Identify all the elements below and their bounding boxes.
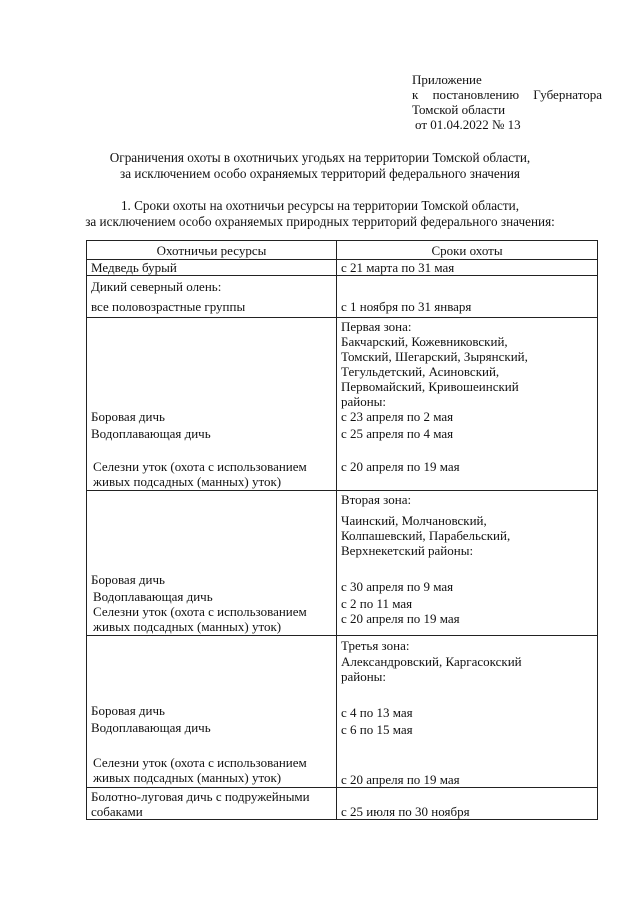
reindeer-resource: Дикий северный олень: [91, 279, 222, 294]
appendix-resolution-line [412, 87, 602, 102]
zone1-terms-cell [337, 318, 598, 491]
table-header-row [87, 241, 598, 260]
zone2-title: Вторая зона: [341, 492, 412, 507]
zone1-forest-term: с 23 апреля по 2 мая [341, 409, 454, 424]
section-heading-line-1: 1. Сроки охоты на охотничьи ресурсы на территории Томской области, [120, 198, 520, 213]
zone1-drakes-line-2: живых подсадных (манных) уток) [93, 474, 282, 489]
marsh-resource-line-2: собаками [91, 804, 143, 819]
table-row-bear [87, 260, 598, 276]
zone1-district-line-2: Томский, Шегарский, Зырянский, [341, 349, 528, 364]
zone2-forest-game: Боровая дичь [91, 572, 165, 587]
zone3-district-line-2: районы: [341, 669, 387, 684]
table-row-zone-3 [87, 636, 598, 788]
reindeer-group: все половозрастные группы [91, 299, 246, 314]
table-row-marsh-game [87, 788, 598, 820]
zone2-district-line-1: Чаинский, Молчановский, [341, 513, 487, 528]
zone1-district-line-4: Первомайский, Кривошеинский [341, 379, 519, 394]
appendix-region: Томской области [412, 102, 506, 117]
zone1-district-line-5: районы: [341, 394, 387, 409]
zone3-terms-cell [337, 636, 598, 788]
zone1-drakes-line-1: Селезни уток (охота с использованием [93, 459, 307, 474]
header-terms: Сроки охоты [337, 241, 598, 260]
zone1-district-line-1: Бакчарский, Кожевниковский, [341, 334, 508, 349]
zone1-district-line-3: Тегульдетский, Асиновский, [341, 364, 500, 379]
zone3-district-line-1: Александровский, Каргасокский [341, 654, 522, 669]
appendix-word-to: к [412, 87, 419, 102]
reindeer-term: с 1 ноября по 31 января [341, 299, 472, 314]
zone3-drakes-line-1: Селезни уток (охота с использованием [93, 755, 307, 770]
zone1-title: Первая зона: [341, 319, 412, 334]
reindeer-resource-cell [87, 276, 337, 318]
marsh-term-cell [337, 788, 598, 820]
header-resources: Охотничьи ресурсы [87, 241, 337, 260]
zone2-drakes-term: с 20 апреля по 19 мая [341, 611, 460, 626]
document-title-line-1: Ограничения охоты в охотничьих угодьях на территории Томской области, [109, 150, 531, 165]
section-heading-line-2: за исключением особо охраняемых природных территорий федерального значения: [85, 214, 555, 229]
appendix-word-governor: Губернатора [533, 87, 602, 102]
marsh-term: с 25 июля по 30 ноября [341, 804, 470, 819]
appendix-label: Приложение [412, 72, 482, 87]
appendix-word-resolution: постановлению [432, 87, 520, 102]
table-row-zone-1 [87, 318, 598, 491]
bear-term: с 21 марта по 31 мая [337, 260, 598, 276]
zone1-resources-cell [87, 318, 337, 491]
zone3-title: Третья зона: [341, 638, 410, 653]
zone2-district-line-2: Колпашевский, Парабельский, [341, 528, 511, 543]
reindeer-term-cell [337, 276, 598, 318]
document-title-line-2: за исключением особо охраняемых территорий федерального значения [120, 166, 520, 181]
zone2-drakes-line-1: Селезни уток (охота с использованием [93, 604, 307, 619]
zone3-resources-cell [87, 636, 337, 788]
zone1-drakes-term: с 20 апреля по 19 мая [341, 459, 460, 474]
zone2-water-game: Водоплавающая дичь [93, 589, 213, 604]
marsh-resource-cell [87, 788, 337, 820]
appendix-block [412, 72, 602, 132]
zone3-drakes-term: с 20 апреля по 19 мая [341, 772, 460, 787]
zone3-water-term: с 6 по 15 мая [341, 722, 413, 737]
table-row-zone-2 [87, 491, 598, 636]
zone3-water-game: Водоплавающая дичь [91, 720, 211, 735]
bear-resource: Медведь бурый [87, 260, 337, 276]
zone2-resources-cell [87, 491, 337, 636]
hunting-terms-table [86, 240, 598, 820]
zone2-water-term: с 2 по 11 мая [341, 596, 413, 611]
zone2-district-line-3: Верхнекетский районы: [341, 543, 474, 558]
zone2-terms-cell [337, 491, 598, 636]
table-row-reindeer [87, 276, 598, 318]
zone1-water-game: Водоплавающая дичь [91, 426, 211, 441]
zone2-drakes-line-2: живых подсадных (манных) уток) [93, 619, 282, 634]
zone1-forest-game: Боровая дичь [91, 409, 165, 424]
zone2-forest-term: с 30 апреля по 9 мая [341, 579, 454, 594]
zone3-forest-term: с 4 по 13 мая [341, 705, 413, 720]
appendix-date-number: от 01.04.2022 № 13 [415, 117, 521, 132]
zone3-drakes-line-2: живых подсадных (манных) уток) [93, 770, 282, 785]
zone3-forest-game: Боровая дичь [91, 703, 165, 718]
document-title [40, 150, 600, 182]
section-heading [40, 198, 600, 230]
marsh-resource-line-1: Болотно-луговая дичь с подружейными [91, 789, 310, 804]
zone1-water-term: с 25 апреля по 4 мая [341, 426, 454, 441]
